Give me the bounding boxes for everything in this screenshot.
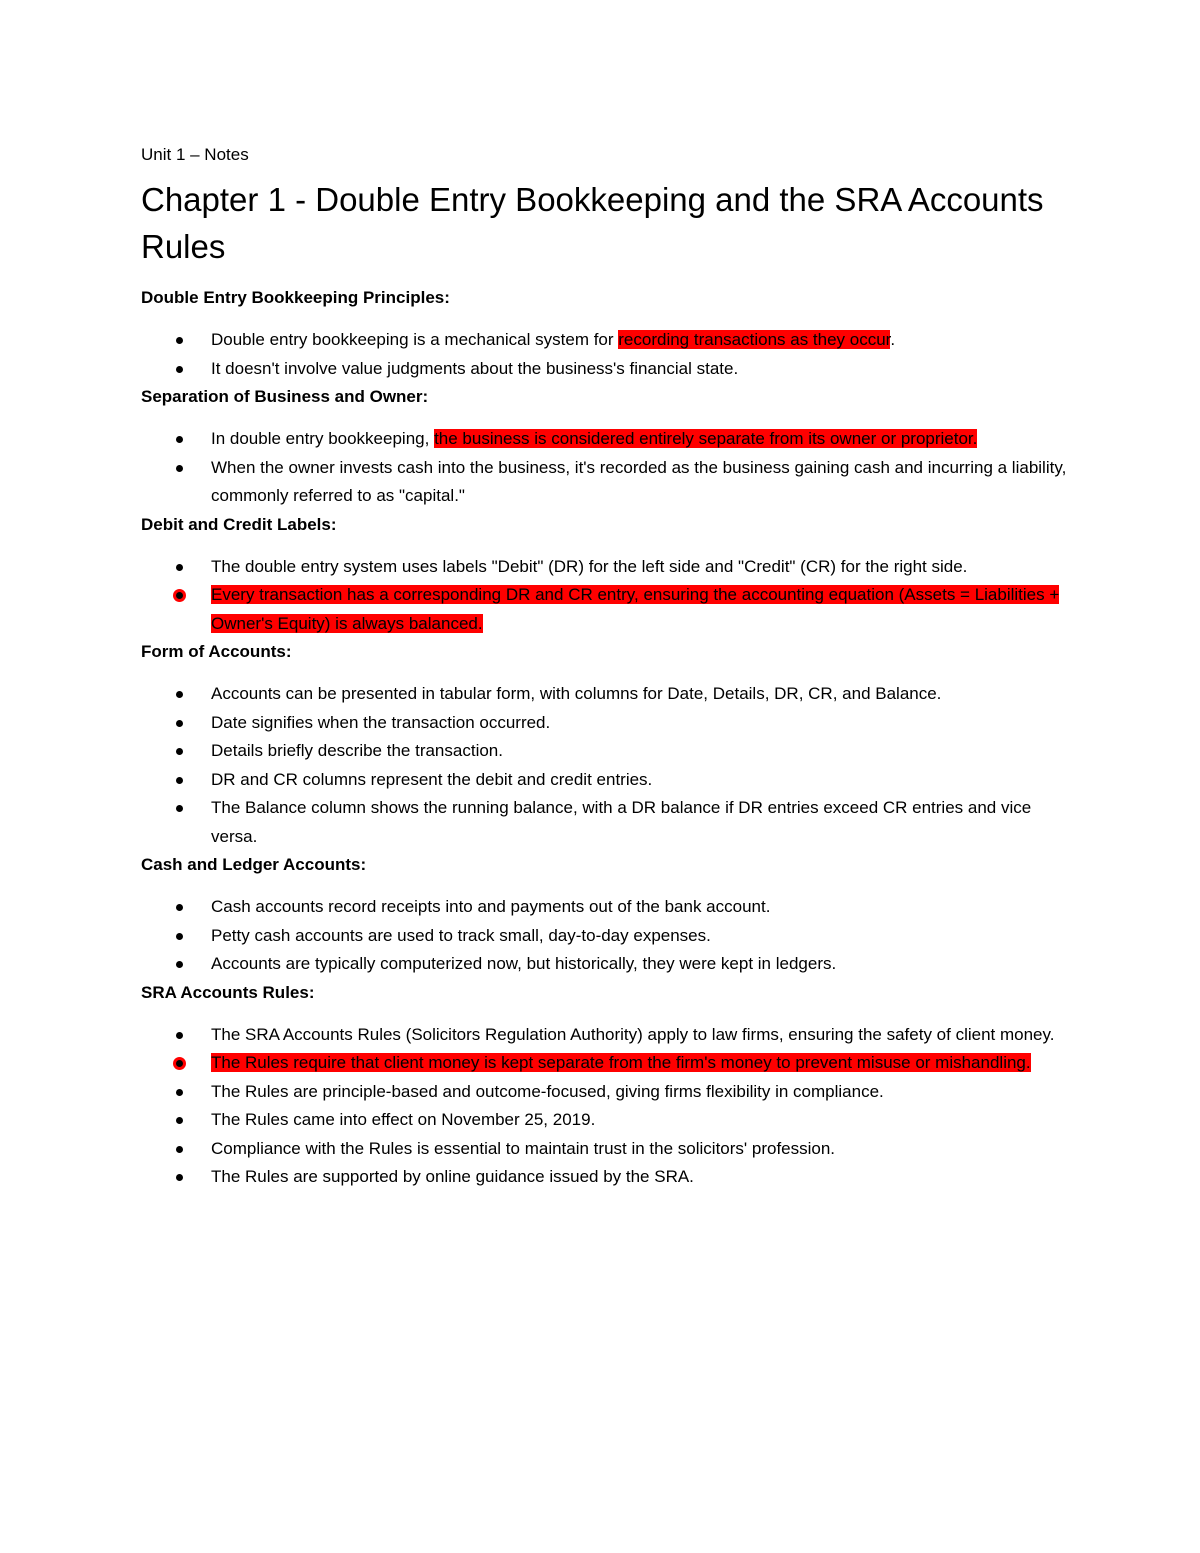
item-text: The Rules came into effect on November 25, 2019. (211, 1110, 596, 1129)
notes-section (141, 284, 1071, 383)
bullet-icon (176, 1174, 183, 1181)
item-text: Date signifies when the transaction occurred. (211, 712, 551, 732)
list-item (141, 326, 1071, 355)
list-item (141, 680, 1071, 709)
list-item (141, 922, 1071, 951)
section-heading: Double Entry Bookkeeping Principles: (141, 288, 450, 307)
list-item (141, 766, 1071, 795)
item-text: The double entry system uses labels "Debit" (DR) for the left side and "Credit" (CR) for the right side. (211, 556, 968, 576)
bullet-list (141, 553, 1071, 639)
notes-section (141, 638, 1071, 851)
notes-section (141, 979, 1071, 1192)
bullet-icon (176, 1117, 183, 1124)
list-item (141, 1021, 1071, 1050)
notes-section (141, 511, 1071, 639)
section-heading: Debit and Credit Labels: (141, 514, 337, 534)
bullet-icon (176, 961, 183, 968)
list-item (141, 1163, 1071, 1192)
list-item (141, 425, 1071, 454)
bullet-icon (176, 337, 183, 344)
item-text: The Rules are supported by online guidance issued by the SRA. (211, 1167, 694, 1186)
document-content (141, 140, 1071, 1192)
list-item (141, 794, 1071, 851)
list-item (141, 737, 1071, 766)
list-item (141, 454, 1071, 511)
bullet-icon (176, 933, 183, 940)
bullet-icon (176, 1032, 183, 1039)
highlighted-text: recording transactions as they occur (618, 330, 891, 349)
item-text: Double entry bookkeeping is a mechanical system for (211, 330, 619, 349)
highlighted-text: The Rules require that client money is kept separate from the firm's money to prevent misuse or mishandling. (211, 1053, 1031, 1072)
bullet-icon (176, 592, 183, 599)
bullet-icon (176, 1089, 183, 1096)
bullet-list (141, 1021, 1071, 1192)
list-item (141, 709, 1071, 738)
list-item (141, 553, 1071, 582)
bullet-icon (176, 720, 183, 727)
notes-section (141, 851, 1071, 979)
item-text: Petty cash accounts are used to track small, day-to-day expenses. (211, 925, 711, 945)
highlighted-text: Every transaction has a corresponding DR and CR entry, ensuring the accounting equation (Assets = Liabilities + Owner's Equity) is always balanced. (211, 585, 1060, 633)
bullet-icon (176, 465, 183, 472)
item-text: Cash accounts record receipts into and payments out of the bank account. (211, 897, 771, 916)
item-text: Compliance with the Rules is essential to maintain trust in the solicitors' profession. (211, 1138, 836, 1158)
item-text: Accounts can be presented in tabular form, with columns for Date, Details, DR, CR, and Balance. (211, 684, 942, 703)
item-text: The SRA Accounts Rules (Solicitors Regulation Authority) apply to law firms, ensuring the safety of client money. (211, 1024, 1055, 1044)
bullet-icon (176, 777, 183, 784)
section-heading: Separation of Business and Owner: (141, 387, 429, 406)
bullet-icon (176, 691, 183, 698)
chapter-title: Chapter 1 - Double Entry Bookkeeping and the SRA Accounts Rules (141, 181, 1044, 265)
list-item (141, 893, 1071, 922)
item-text: Accounts are typically computerized now, but historically, they were kept in ledgers. (211, 954, 837, 973)
item-text: Details briefly describe the transaction. (211, 741, 503, 760)
item-text: . (890, 330, 896, 349)
bullet-icon (176, 1146, 183, 1153)
list-item (141, 1106, 1071, 1135)
item-text: DR and CR columns represent the debit and credit entries. (211, 769, 653, 789)
notes-section (141, 383, 1071, 511)
list-item (141, 1135, 1071, 1164)
unit-label: Unit 1 – Notes (141, 145, 249, 164)
list-item (141, 1078, 1071, 1107)
bullet-list (141, 425, 1071, 511)
bullet-list (141, 326, 1071, 383)
list-item (141, 355, 1071, 384)
bullet-list (141, 680, 1071, 851)
bullet-icon (176, 564, 183, 571)
bullet-icon (176, 1060, 183, 1067)
list-item (141, 1049, 1071, 1078)
item-text: It doesn't involve value judgments about the business's financial state. (211, 358, 739, 378)
bullet-list (141, 893, 1071, 979)
bullet-icon (176, 748, 183, 755)
bullet-icon (176, 904, 183, 911)
notes-sections (141, 284, 1071, 1192)
highlighted-text: the business is considered entirely separate from its owner or proprietor. (434, 429, 978, 448)
item-text: The Balance column shows the running balance, with a DR balance if DR entries exceed CR entries and vice versa. (211, 798, 1032, 846)
bullet-icon (176, 366, 183, 373)
section-heading: Cash and Ledger Accounts: (141, 855, 367, 874)
section-heading: SRA Accounts Rules: (141, 982, 315, 1002)
item-text: In double entry bookkeeping, (211, 429, 435, 448)
item-text: When the owner invests cash into the business, it's recorded as the business gaining cash and incurring a liability, commonly referred to as "capital." (211, 457, 1067, 505)
list-item (141, 581, 1071, 638)
bullet-icon (176, 436, 183, 443)
list-item (141, 950, 1071, 979)
item-text: The Rules are principle-based and outcome-focused, giving firms flexibility in compliance. (211, 1081, 884, 1101)
section-heading: Form of Accounts: (141, 642, 292, 661)
bullet-icon (176, 805, 183, 812)
